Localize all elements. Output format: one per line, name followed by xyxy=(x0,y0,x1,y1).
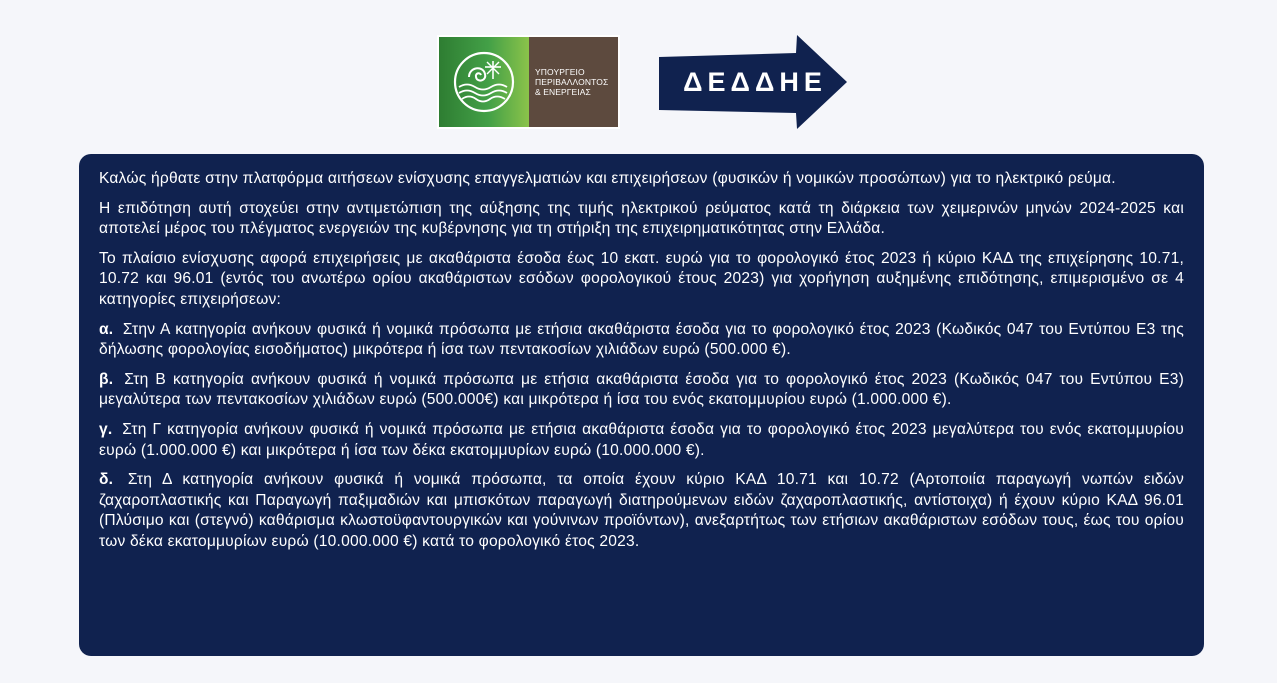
category-a-text: Στην Α κατηγορία ανήκουν φυσικά ή νομικά πρόσωπα με ετήσια ακαθάριστα έσοδα για το φορολογικό έτος 2023 (Κωδικός 047 του Εντύπου Ε3 της δήλωσης φορολογίας εισοδήματος) μικρότερα ή ίσα των πεντακοσίων χιλιάδων ευρώ (500.000 €). xyxy=(99,320,1184,359)
category-d-bullet: δ. xyxy=(99,471,114,489)
ministry-environment-energy-logo xyxy=(437,35,620,129)
category-c-item xyxy=(99,420,1184,461)
deddie-logo-text: ΔΕΔΔΗΕ xyxy=(683,66,827,97)
intro-paragraph: Καλώς ήρθατε στην πλατφόρμα αιτήσεων ενίσχυσης επαγγελματιών και επιχειρήσεων (φυσικών ή νομικών προσώπων) για το ηλεκτρικό ρεύμα. xyxy=(99,170,1116,187)
info-panel xyxy=(79,154,1204,656)
ministry-logo-line-3: & ΕΝΕΡΓΕΙΑΣ xyxy=(535,87,591,97)
category-d-text: Στη Δ κατηγορία ανήκουν φυσικά ή νομικά πρόσωπα, τα οποία έχουν κύριο ΚΑΔ 10.71 και 10.72 (Αρτοποιία παραγωγή νωπών ειδών ζαχαροπλαστικής και Παραγωγή παξιμαδιών και μπισκότων παραγωγή διατηρούμενων ειδών ζαχαροπλαστικής, αντίστοιχα) ή έχουν κύριο ΚΑΔ 96.01 (Πλύσιμο και (στεγνό) καθάρισμα κλωστοϋφαντουργικών και γούνινων προϊόντων), ανεξαρτήτως των ετήσιων ακαθάριστων εσόδων τους, έως του ορίου των δέκα εκατομμυρίων ευρώ (10.000.000 €) κατά το φορολογικό έτος 2023. xyxy=(99,471,1184,550)
ministry-logo-line-2: ΠΕΡΙΒΑΛΛΟΝΤΟΣ xyxy=(535,77,609,87)
category-a-item xyxy=(99,320,1184,361)
category-c-bullet: γ. xyxy=(99,420,113,438)
framework-paragraph: Το πλαίσιο ενίσχυσης αφορά επιχειρήσεις με ακαθάριστα έσοδα έως 10 εκατ. ευρώ για το φορολογικό έτος 2023 ή κύριο ΚΑΔ της επιχείρησης 10.71, 10.72 και 96.01 (εντός του ανωτέρω ορίου ακαθάριστων εσόδων φορολογικού έτους 2023) για χορήγηση αυξημένης επιδότησης, επιμερισμένο σε 4 κατηγορίες επιχειρήσεων: xyxy=(99,249,1184,308)
deddie-logo xyxy=(659,35,847,129)
category-b-text: Στη Β κατηγορία ανήκουν φυσικά ή νομικά πρόσωπα με ετήσια ακαθάριστα έσοδα για το φορολογικό έτος 2023 (Κωδικός 047 του Εντύπου Ε3) μεγαλύτερα των πεντακοσίων χιλιάδων ευρώ (500.000€) και μικρότερα ή ίσα του ενός εκατομμυρίου ευρώ (1.000.000 €). xyxy=(99,370,1184,409)
logo-header xyxy=(0,0,1277,140)
category-b-bullet: β. xyxy=(99,370,114,388)
category-b-item xyxy=(99,370,1184,411)
category-c-text: Στη Γ κατηγορία ανήκουν φυσικά ή νομικά πρόσωπα με ετήσια ακαθάριστα έσοδα για το φορολογικό έτος 2023 μεγαλύτερα του ενός εκατομμυρίου ευρώ (1.000.000 €) και μικρότερα ή ίσα των δέκα εκατομμυρίων ευρώ (10.000.000 €). xyxy=(99,420,1184,459)
category-a-bullet: α. xyxy=(99,320,114,338)
ministry-logo-line-1: ΥΠΟΥΡΓΕΙΟ xyxy=(535,67,585,77)
category-d-item xyxy=(99,470,1184,552)
purpose-paragraph: Η επιδότηση αυτή στοχεύει στην αντιμετώπιση της αύξησης της τιμής ηλεκτρικού ρεύματος κατά τη διάρκεια των χειμερινών μηνών 2024-2025 και αποτελεί μέρος του πλέγματος ενεργειών της κυβέρνησης για τη στήριξη της επιχειρηματικότητας στην Ελλάδα. xyxy=(99,199,1184,238)
ministry-logo-text xyxy=(529,37,618,127)
ministry-emblem-icon xyxy=(439,37,529,127)
